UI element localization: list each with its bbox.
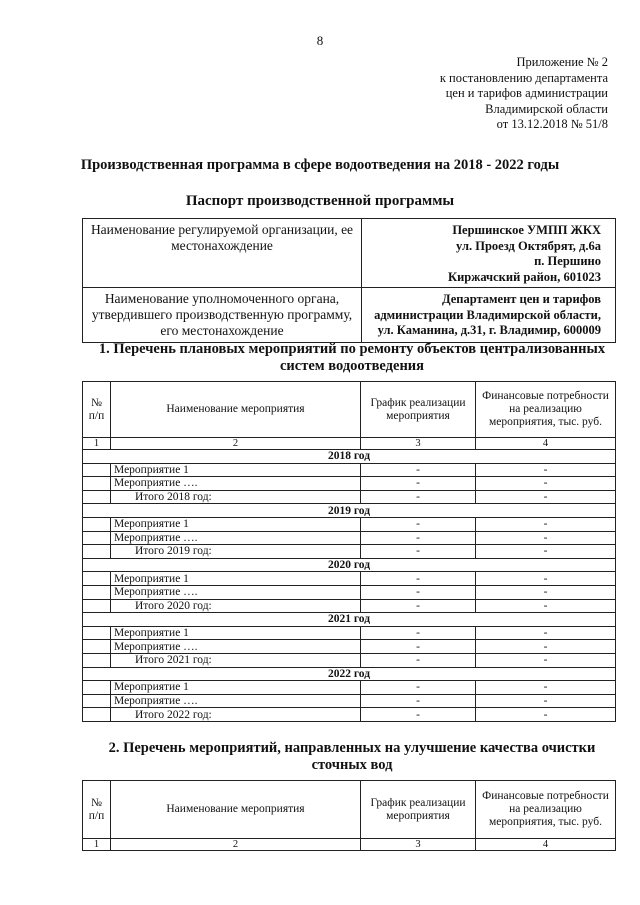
row-num-cell [83, 599, 111, 613]
org-district: Киржачский район, 601023 [448, 269, 601, 284]
total-label: Итого 2019 год: [111, 545, 361, 559]
col-header-schedule: График реализации мероприятия [361, 781, 476, 839]
finance-value: - [476, 599, 616, 613]
row-num-cell [83, 531, 111, 545]
year-row [83, 450, 616, 464]
col-number: 1 [83, 438, 111, 450]
row-num-cell [83, 517, 111, 531]
col-header-schedule: График реализации мероприятия [361, 382, 476, 438]
row-num-cell [83, 477, 111, 491]
year-row [83, 558, 616, 572]
total-label: Итого 2020 год: [111, 599, 361, 613]
finance-value: - [476, 585, 616, 599]
measure-row [83, 477, 616, 491]
column-numbers-row [83, 839, 616, 851]
total-row [83, 599, 616, 613]
repair-measures-table [82, 381, 616, 722]
year-label: 2019 год [83, 504, 616, 518]
year-label: 2022 год [83, 667, 616, 681]
appendix-line: Владимирской области [485, 101, 608, 116]
finance-value: - [476, 681, 616, 695]
col-number: 3 [361, 839, 476, 851]
passport-table [82, 218, 616, 343]
col-number: 3 [361, 438, 476, 450]
year-label: 2020 год [83, 558, 616, 572]
section1-title: 1. Перечень плановых мероприятий по ремонту объектов централизованных систем водоотведения [98, 341, 606, 374]
total-row [83, 545, 616, 559]
appendix-line: к постановлению департамента [439, 70, 608, 85]
finance-value: - [476, 490, 616, 504]
passport-row [83, 219, 616, 288]
schedule-value: - [361, 477, 476, 491]
passport-value [362, 288, 616, 343]
finance-value: - [476, 640, 616, 654]
row-num-cell [83, 463, 111, 477]
col-number: 1 [83, 839, 111, 851]
total-label: Итого 2021 год: [111, 653, 361, 667]
table-header-row [83, 781, 616, 839]
measure-name: Мероприятие 1 [111, 517, 361, 531]
measure-row [83, 640, 616, 654]
row-num-cell [83, 653, 111, 667]
passport-title: Паспорт производственной программы [185, 193, 455, 209]
finance-value: - [476, 517, 616, 531]
treatment-measures-table [82, 780, 616, 851]
col-header-num: № п/п [83, 382, 111, 438]
year-row [83, 613, 616, 627]
measure-row [83, 585, 616, 599]
table-header-row [83, 382, 616, 438]
passport-label: Наименование регулируемой организации, ее местонахождение [83, 219, 362, 288]
finance-value: - [476, 545, 616, 559]
measure-name: Мероприятие 1 [111, 681, 361, 695]
measure-name: Мероприятие …. [111, 585, 361, 599]
measure-row [83, 463, 616, 477]
measure-name: Мероприятие …. [111, 531, 361, 545]
col-number: 2 [111, 839, 361, 851]
measure-row [83, 626, 616, 640]
org-street: ул. Проезд Октябрят, д.6а [456, 238, 601, 253]
measure-name: Мероприятие 1 [111, 572, 361, 586]
row-num-cell [83, 545, 111, 559]
passport-value [362, 219, 616, 288]
year-row [83, 504, 616, 518]
schedule-value: - [361, 490, 476, 504]
row-num-cell [83, 490, 111, 504]
total-row [83, 708, 616, 722]
total-row [83, 653, 616, 667]
total-label: Итого 2018 год: [111, 490, 361, 504]
schedule-value: - [361, 694, 476, 708]
finance-value: - [476, 708, 616, 722]
total-row [83, 490, 616, 504]
appendix-line: цен и тарифов администрации [445, 86, 608, 100]
row-num-cell [83, 572, 111, 586]
col-header-finance: Финансовые потребности на реализацию мероприятия, тыс. руб. [476, 382, 616, 438]
col-header-num: № п/п [83, 781, 111, 839]
col-number: 4 [476, 438, 616, 450]
schedule-value: - [361, 640, 476, 654]
appendix-block [440, 55, 608, 133]
schedule-value: - [361, 626, 476, 640]
schedule-value: - [361, 681, 476, 695]
org-name: Першинское УМПП ЖКХ [452, 223, 601, 237]
schedule-value: - [361, 708, 476, 722]
passport-label: Наименование уполномоченного органа, утвердившего производственную программу, его местонахождение [83, 288, 362, 343]
appendix-line: от 13.12.2018 № 51/8 [496, 117, 608, 131]
schedule-value: - [361, 572, 476, 586]
schedule-value: - [361, 585, 476, 599]
row-num-cell [83, 708, 111, 722]
measure-name: Мероприятие …. [111, 694, 361, 708]
col-number: 4 [476, 839, 616, 851]
org-settlement: п. Першино [534, 254, 601, 268]
measure-row [83, 572, 616, 586]
measure-name: Мероприятие …. [111, 640, 361, 654]
measure-name: Мероприятие 1 [111, 463, 361, 477]
row-num-cell [83, 681, 111, 695]
schedule-value: - [361, 463, 476, 477]
col-header-finance: Финансовые потребности на реализацию мероприятия, тыс. руб. [476, 781, 616, 839]
row-num-cell [83, 626, 111, 640]
row-num-cell [83, 640, 111, 654]
year-row [83, 667, 616, 681]
finance-value: - [476, 653, 616, 667]
passport-row [83, 288, 616, 343]
measure-name: Мероприятие 1 [111, 626, 361, 640]
appendix-line: Приложение № 2 [516, 55, 608, 69]
measure-row [83, 517, 616, 531]
measure-row [83, 681, 616, 695]
schedule-value: - [361, 545, 476, 559]
measure-row [83, 694, 616, 708]
finance-value: - [476, 477, 616, 491]
measure-row [83, 531, 616, 545]
col-number: 2 [111, 438, 361, 450]
schedule-value: - [361, 517, 476, 531]
schedule-value: - [361, 599, 476, 613]
col-header-name: Наименование мероприятия [111, 781, 361, 839]
year-label: 2021 год [83, 613, 616, 627]
schedule-value: - [361, 531, 476, 545]
col-header-name: Наименование мероприятия [111, 382, 361, 438]
row-num-cell [83, 694, 111, 708]
column-numbers-row [83, 438, 616, 450]
total-label: Итого 2022 год: [111, 708, 361, 722]
finance-value: - [476, 572, 616, 586]
page-number: 8 [316, 33, 324, 48]
finance-value: - [476, 694, 616, 708]
finance-value: - [476, 463, 616, 477]
authority-name: Департамент цен и тарифов [441, 292, 601, 306]
authority-address: ул. Каманина, д.31, г. Владимир, 600009 [377, 323, 601, 337]
main-title: Производственная программа в сфере водоотведения на 2018 - 2022 годы [80, 157, 560, 173]
year-label: 2018 год [83, 450, 616, 464]
finance-value: - [476, 531, 616, 545]
section2-title: 2. Перечень мероприятий, направленных на улучшение качества очистки сточных вод [108, 740, 596, 773]
schedule-value: - [361, 653, 476, 667]
authority-name-cont: администрации Владимирской области, [374, 307, 601, 322]
measure-name: Мероприятие …. [111, 477, 361, 491]
finance-value: - [476, 626, 616, 640]
row-num-cell [83, 585, 111, 599]
